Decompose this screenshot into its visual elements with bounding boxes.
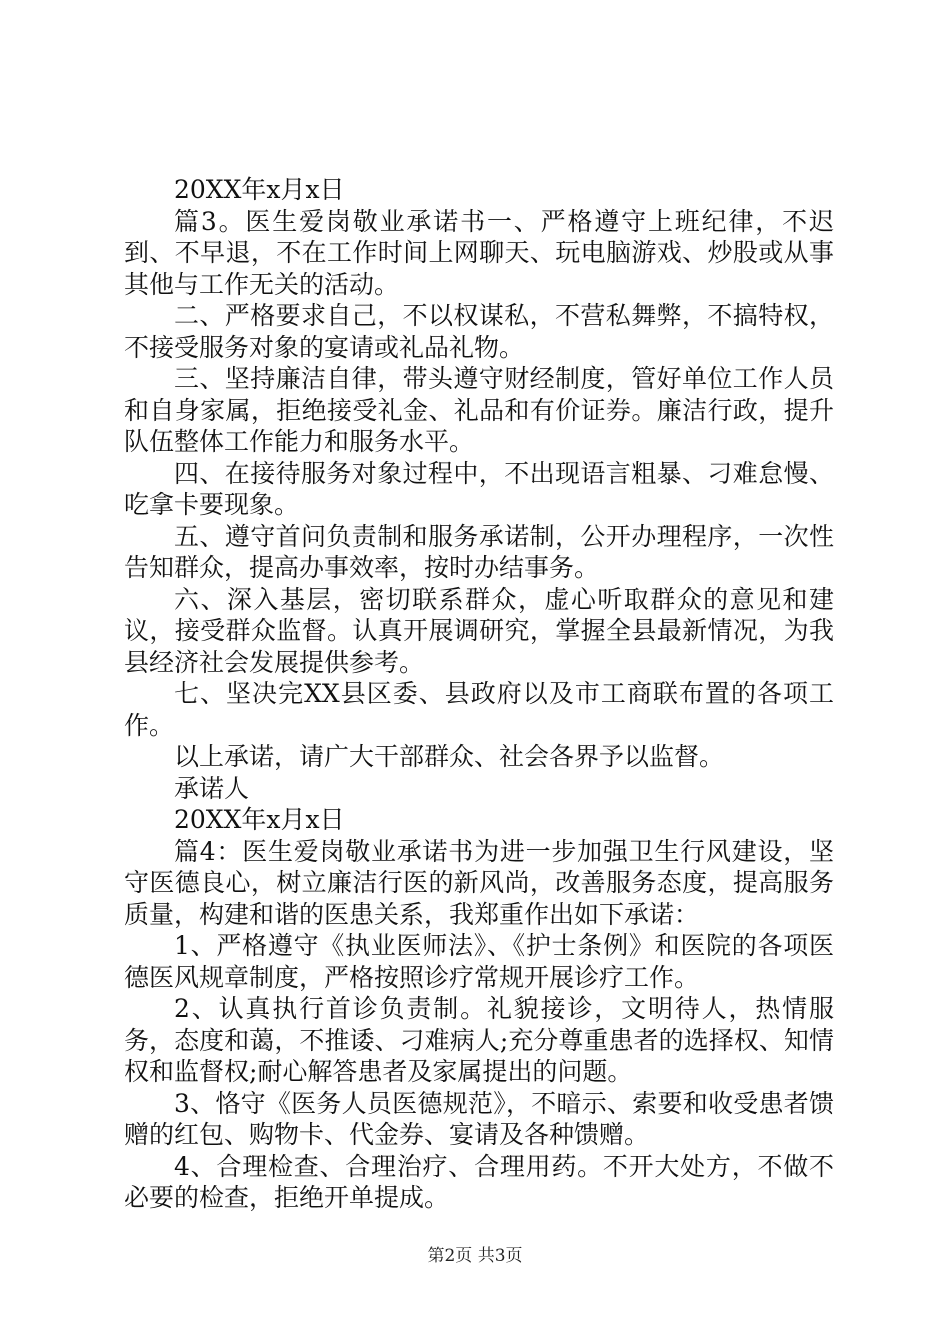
paragraph: 六、深入基层，密切联系群众，虚心听取群众的意见和建议，接受群众监督。认真开展调研究，掌握全县最新情况，为我县经济社会发展提供参考。 [124,584,834,677]
date-line: 20XX年x月x日 [174,805,345,834]
paragraph: 2、认真执行首诊负责制。礼貌接诊，文明待人，热情服务，态度和蔼，不推诿、刁难病人;充分尊重患者的选择权、知情权和监督权;耐心解答患者及家属提出的问题。 [124,994,834,1086]
paragraph: 篇3。医生爱岗敬业承诺书一、严格遵守上班纪律，不迟到、不早退，不在工作时间上网聊天、玩电脑游戏、炒股或从事其他与工作无关的活动。 [124,206,834,299]
signature-label: 承诺人 [174,773,250,803]
paragraph: 五、遵守首问负责制和服务承诺制，公开办理程序，一次性告知群众，提高办事效率，按时办结事务。 [124,521,834,582]
paragraph: 四、在接待服务对象过程中，不出现语言粗暴、刁难怠慢、吃拿卡要现象。 [124,458,834,519]
paragraph: 以上承诺，请广大干部群众、社会各界予以监督。 [174,742,725,771]
paragraph: 3、恪守《医务人员医德规范》，不暗示、索要和收受患者馈赠的红包、购物卡、代金券、宴请及各种馈赠。 [124,1088,834,1149]
paragraph: 1、严格遵守《执业医师法》、《护士条例》和医院的各项医德医风规章制度，严格按照诊疗常规开展诊疗工作。 [124,931,834,992]
paragraph: 七、坚决完XX县区委、县政府以及市工商联布置的各项工作。 [124,679,834,740]
date-line: 20XX年x月x日 [174,175,345,204]
paragraph: 二、严格要求自己，不以权谋私，不营私舞弊，不搞特权，不接受服务对象的宴请或礼品礼物。 [124,301,834,362]
document-body [124,174,834,1214]
paragraph: 三、坚持廉洁自律，带头遵守财经制度，管好单位工作人员和自身家属，拒绝接受礼金、礼品和有价证券。廉洁行政，提升队伍整体工作能力和服务水平。 [124,364,834,456]
page-number-footer: 第2页 共3页 [427,1246,523,1266]
paragraph: 篇4：医生爱岗敬业承诺书为进一步加强卫生行风建设，坚守医德良心，树立廉洁行医的新风尚，改善服务态度，提高服务质量，构建和谐的医患关系，我郑重作出如下承诺： [124,836,834,929]
paragraph: 4、合理检查、合理治疗、合理用药。不开大处方，不做不必要的检查，拒绝开单提成。 [124,1151,834,1212]
